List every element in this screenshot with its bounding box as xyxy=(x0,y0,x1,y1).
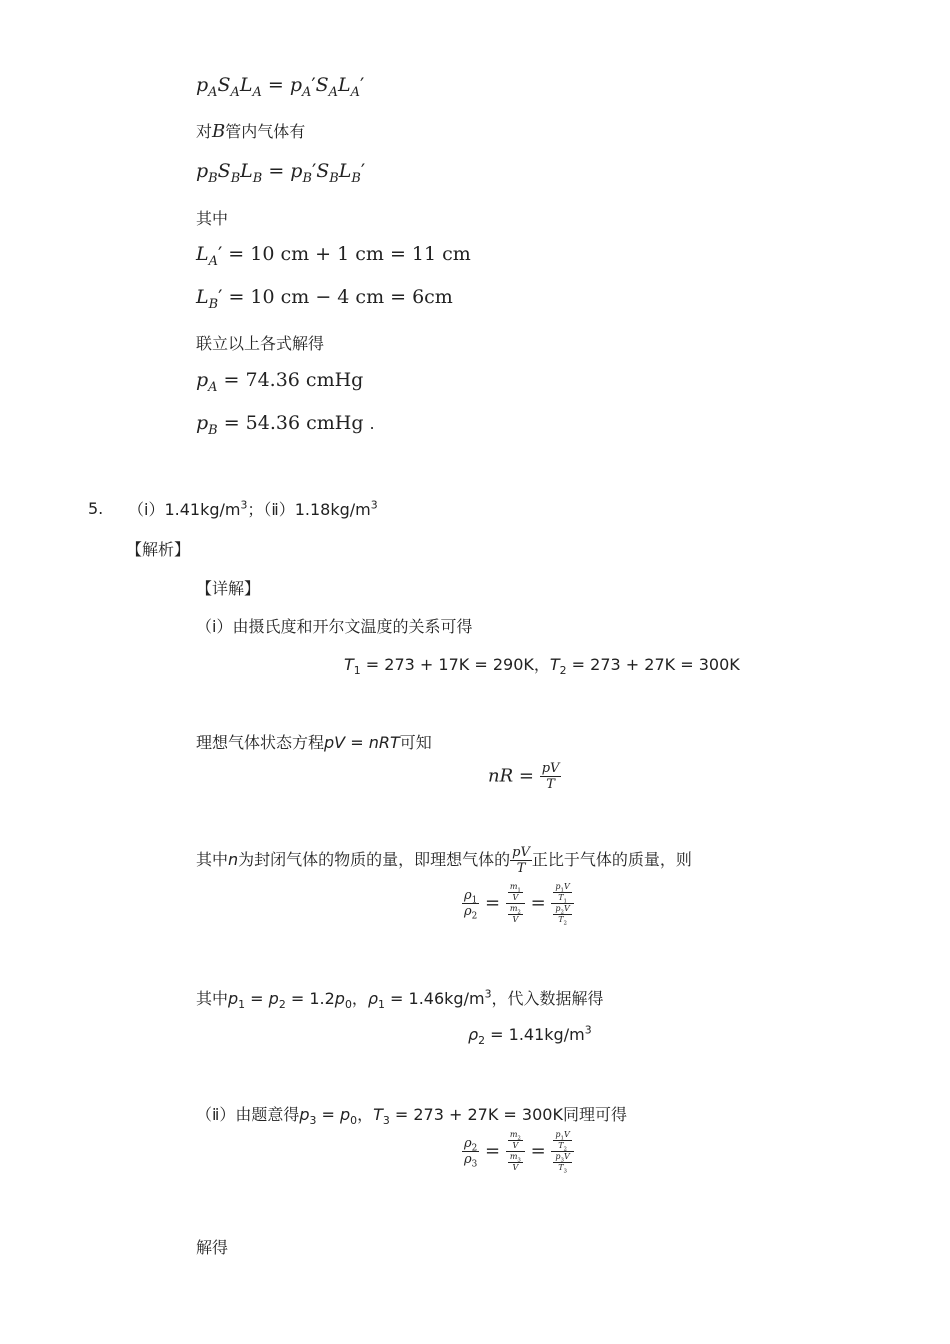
equation-lb: $L_B' = 10$ cm − 4 cm = 6cm xyxy=(196,286,453,312)
equation-b: $p_BS_BL_B = p_B'S_BL_B'$ xyxy=(196,160,366,186)
answer-line: $(ⅰ)1.41kg/m^3$；$(ⅱ)1.18kg/m^3$ xyxy=(128,498,378,519)
step-4-text: 其中$p_1 = p_2 = 1.2p_0$，$\rho_1 = 1.46kg/m^3$，代入数据解得 xyxy=(196,987,604,1012)
equation-pa: $p_A = 74.36$ cmHg xyxy=(196,369,364,395)
text-lianli: 联立以上各式解得 xyxy=(196,334,325,353)
density-ratio-2: $\frac{\rho_2}{\rho_3}$ = $\frac{\frac{m_2}{V}}{\frac{m_3}{V}}$ = $\frac{\frac{p_1V}{T_2}}{\frac{p_3V}{T_3}}$ xyxy=(462,1131,574,1172)
rho2-result: $\rho_2 = 1.41kg/m^3$ xyxy=(468,1023,592,1048)
xiangjie-heading: 【详解】 xyxy=(196,579,261,598)
equation-la: $L_A' = 10$ cm + 1 cm = 11 cm xyxy=(196,243,471,269)
density-ratio-1: $\frac{\rho_1}{\rho_2}$ = $\frac{\frac{m_1}{V}}{\frac{m_2}{V}}$ = $\frac{\frac{p_1V}{T_1}}{\frac{p_2V}{T_2}}$ xyxy=(462,883,574,924)
jiede-text: 解得 xyxy=(196,1238,229,1257)
equation-pb: $p_B = 54.36$ cmHg . xyxy=(196,412,375,438)
text-b-tube: 对B管内气体有 xyxy=(196,121,306,142)
nR-equation: nR = $\frac{pV}{T}$ xyxy=(488,761,560,792)
step-3-text: 其中n为封闭气体的物质的量，即理想气体的 $\frac{pV}{T}$ 正比于气体的质量，则 xyxy=(196,845,692,876)
jiexi-heading: 【解析】 xyxy=(126,540,191,559)
question-number: 5. xyxy=(88,499,104,518)
step-1-text: （ⅰ）由摄氏度和开尔文温度的关系可得 xyxy=(196,617,473,636)
text-qizhong: 其中 xyxy=(196,209,229,228)
equation-a: $p_AS_AL_A = p_A'S_AL_A'$ xyxy=(196,74,365,100)
temperature-equation: $T_1 = 273 + 17K = 290K$，$T_2 = 273 + 27K = 300K$ xyxy=(344,655,740,678)
step-5-text: （ⅱ）由题意得$p_3 = p_0$，$T_3 = 273 + 27K = 300K$同理可得 xyxy=(196,1105,627,1128)
step-2-text: 理想气体状态方程pV = nRT可知 xyxy=(196,733,432,752)
